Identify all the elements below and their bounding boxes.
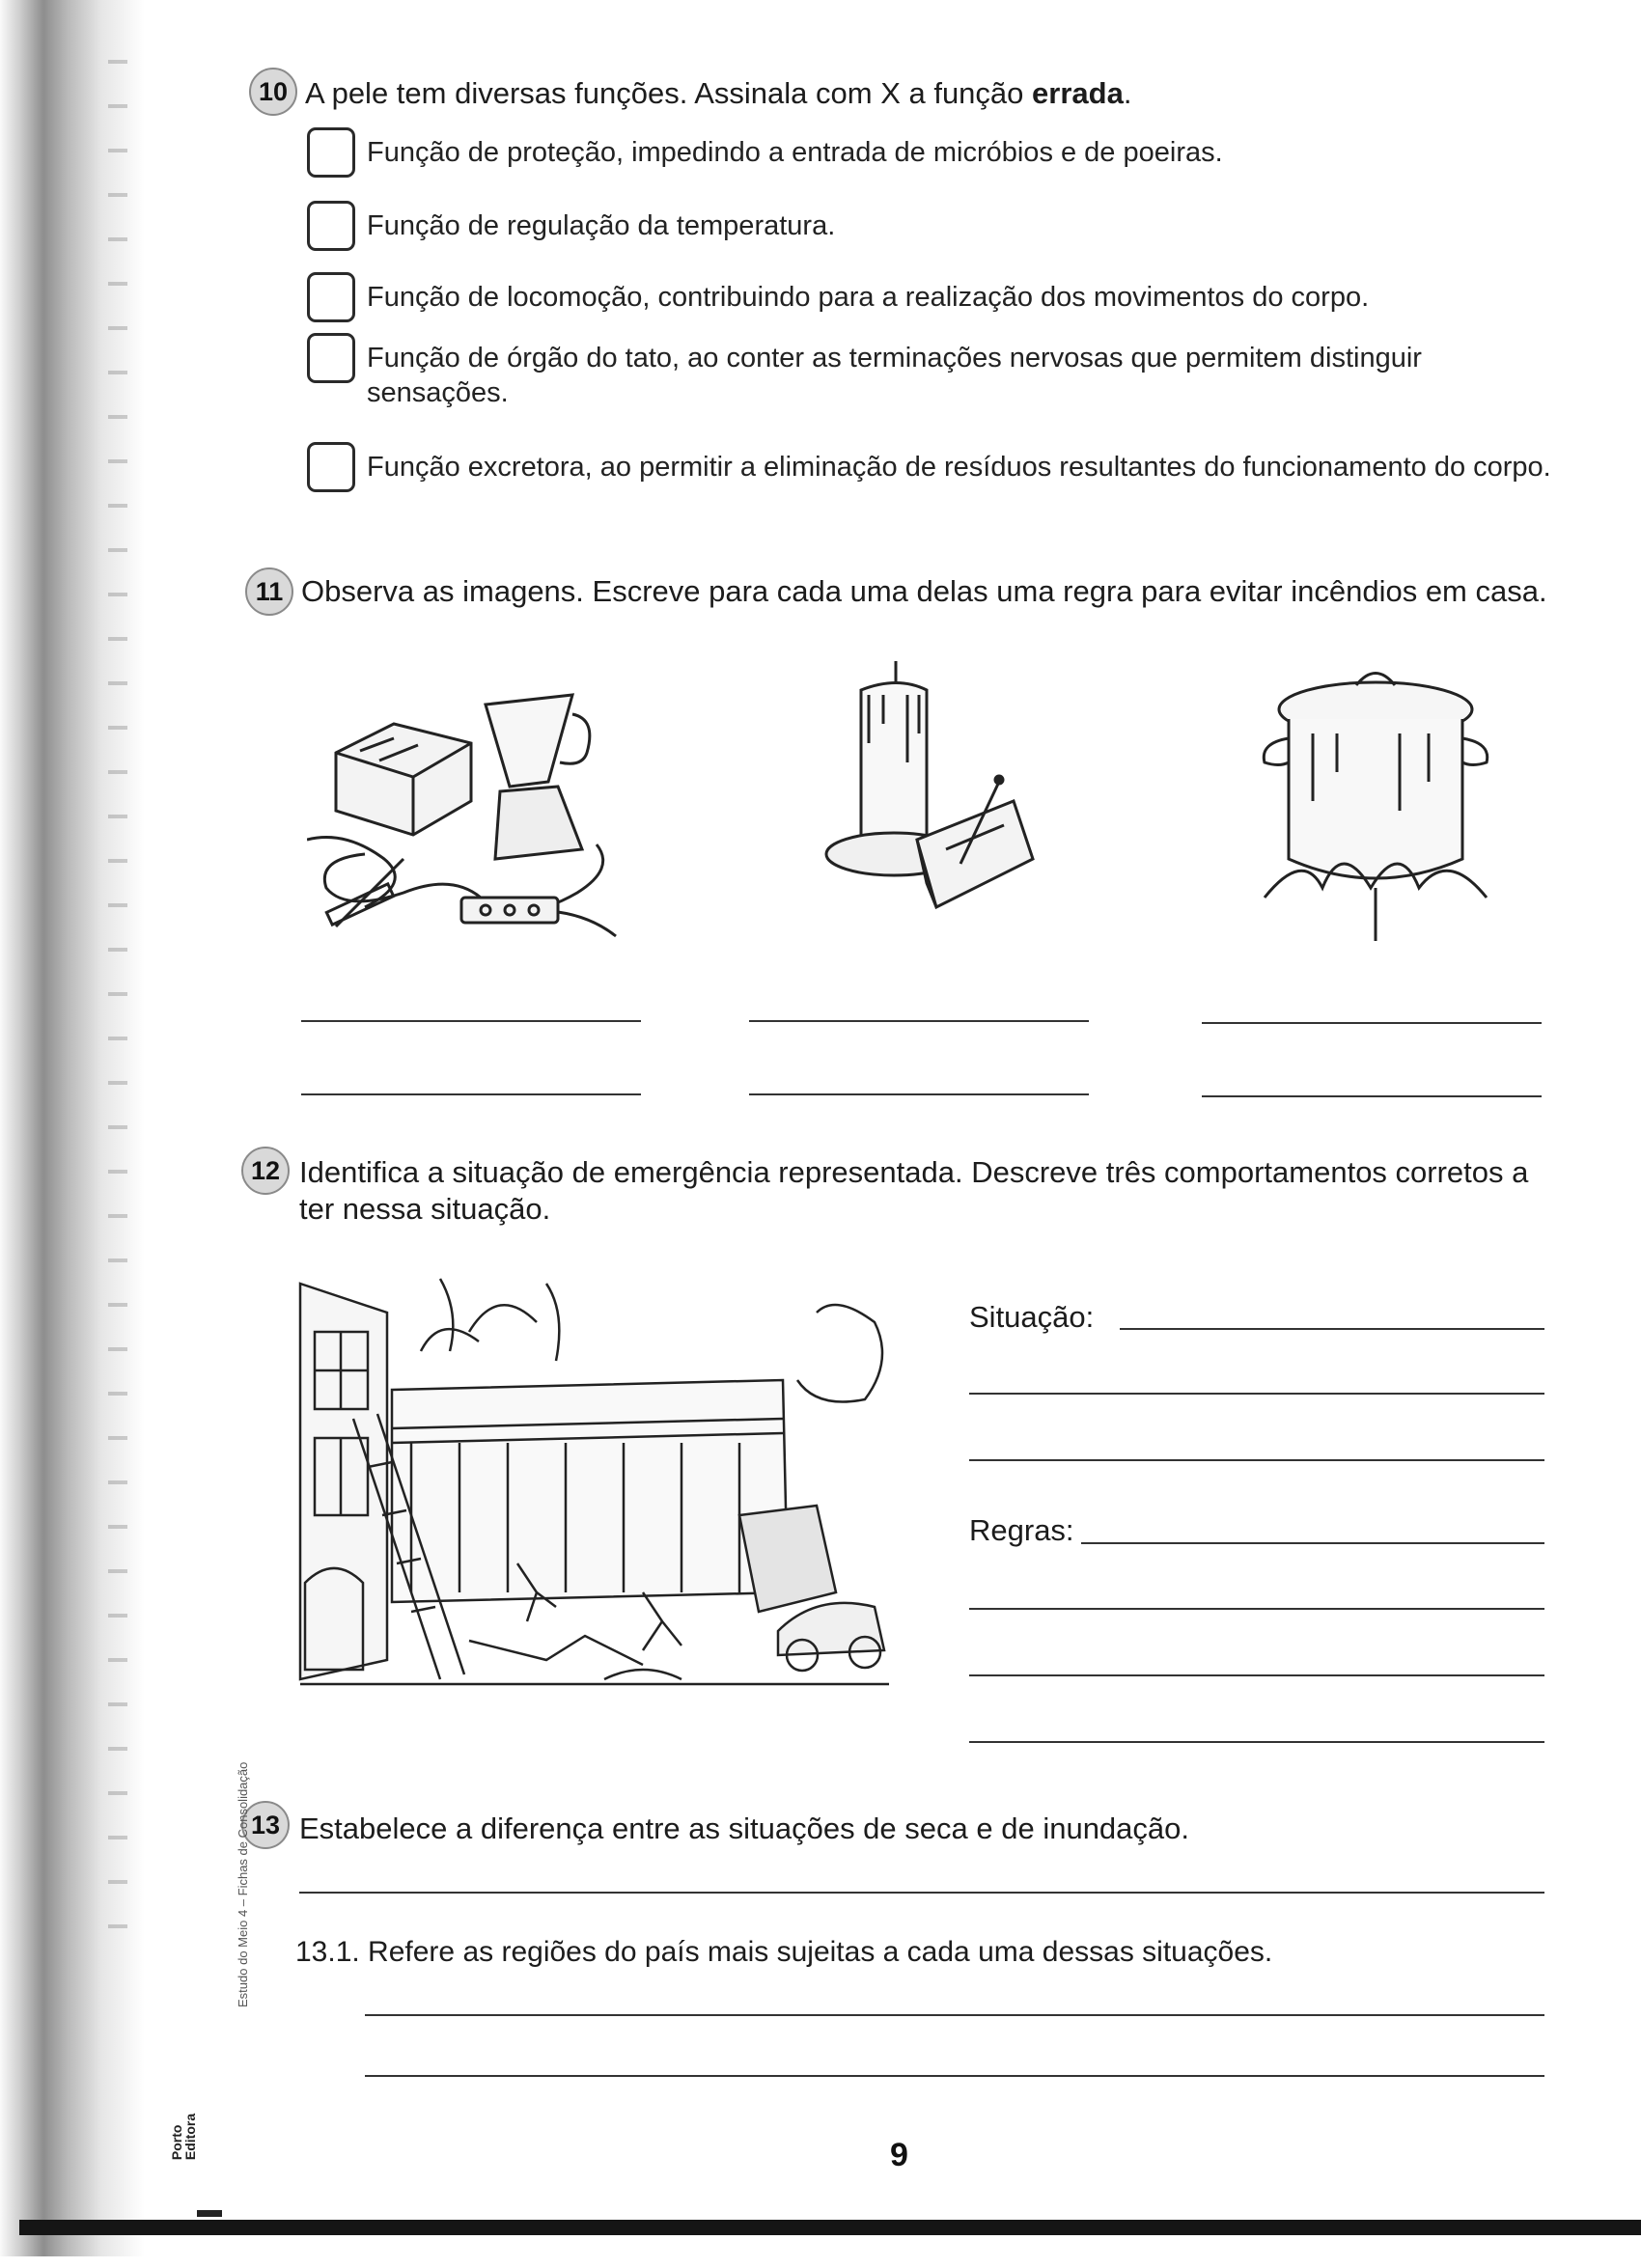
question-12-text: Identifica a situação de emergência representada. Descreve três comportamentos corretos a ter nessa situação. — [299, 1155, 1529, 1226]
question-10-number: 10 — [249, 68, 297, 116]
answer-line-11-3b[interactable] — [1202, 1095, 1542, 1097]
question-11-text: Observa as imagens. Escreve para cada uma delas uma regra para evitar incêndios em casa. — [301, 574, 1547, 608]
question-13-1-text: 13.1. Refere as regiões do país mais sujeitas a cada uma dessas situações. — [295, 1936, 1273, 1968]
question-13-text: Estabelece a diferença entre as situações de seca e de inundação. — [299, 1812, 1190, 1845]
checkbox-5[interactable] — [307, 442, 355, 492]
publisher-name-2: Editora — [182, 2113, 199, 2161]
question-13-number: 13 — [241, 1801, 290, 1849]
appliances-tangled-cables-icon — [307, 666, 635, 946]
series-credit: Estudo do Meio 4 – Fichas de Consolidação — [236, 1761, 250, 2007]
situation-label: Situação: — [969, 1300, 1095, 1334]
answer-line-11-2b[interactable] — [749, 1093, 1089, 1095]
emphasis-word: errada — [1032, 76, 1124, 110]
answer-line-13[interactable] — [299, 1892, 1544, 1894]
answer-line-11-2a[interactable] — [749, 1020, 1089, 1022]
option-5-text: Função excretora, ao permitir a eliminação de resíduos resultantes do funcionamento do corpo. — [367, 452, 1551, 483]
answer-line-11-1a[interactable] — [301, 1020, 641, 1022]
checkbox-3[interactable] — [307, 272, 355, 322]
overflowing-pot-icon — [1245, 666, 1506, 946]
question-12-number: 12 — [241, 1147, 290, 1195]
checkbox-4[interactable] — [307, 333, 355, 383]
question-10-text: A pele tem diversas funções. Assinala com X a função errada. — [305, 76, 1132, 110]
scan-bottom-edge — [19, 2220, 1641, 2235]
page-number: 9 — [890, 2137, 908, 2173]
answer-line-11-1b[interactable] — [301, 1093, 641, 1095]
situation-answer-line[interactable] — [1120, 1328, 1544, 1330]
publisher-name-1: Porto — [169, 2124, 185, 2161]
option-1-text: Função de proteção, impedindo a entrada de micróbios e de poeiras. — [367, 137, 1223, 168]
answer-line-13-1a[interactable] — [365, 2014, 1544, 2016]
option-4-text: Função de órgão do tato, ao conter as terminações nervosas que permitem distinguir sensações. — [367, 343, 1422, 408]
rules-answer-line-3[interactable] — [969, 1674, 1544, 1676]
rules-answer-line-2[interactable] — [969, 1608, 1544, 1610]
candle-and-matches-icon — [811, 656, 1043, 927]
option-2-text: Função de regulação da temperatura. — [367, 210, 836, 241]
earthquake-city-scene-icon — [295, 1274, 894, 1699]
checkbox-2[interactable] — [307, 201, 355, 251]
rules-label: Regras: — [969, 1513, 1074, 1547]
situation-answer-line-2[interactable] — [969, 1393, 1544, 1395]
answer-line-11-3a[interactable] — [1202, 1022, 1542, 1024]
rules-answer-line-1[interactable] — [1081, 1542, 1544, 1544]
option-3-text: Função de locomoção, contribuindo para a realização dos movimentos do corpo. — [367, 282, 1370, 313]
rules-answer-line-4[interactable] — [969, 1741, 1544, 1743]
situation-answer-line-3[interactable] — [969, 1459, 1544, 1461]
checkbox-1[interactable] — [307, 127, 355, 178]
question-11-number: 11 — [245, 567, 293, 616]
answer-line-13-1b[interactable] — [365, 2075, 1544, 2077]
